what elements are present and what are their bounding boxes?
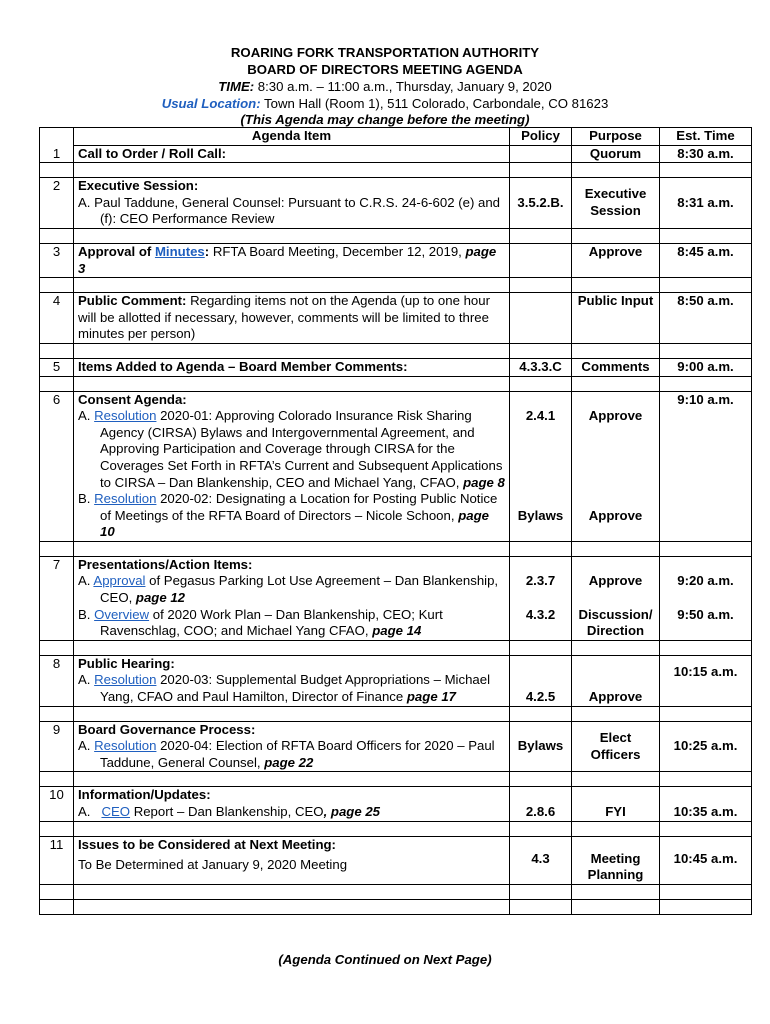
table-row: [40, 243, 752, 277]
spacer-row: [40, 884, 752, 899]
item-policy: [510, 556, 572, 640]
sub-b-policy: Bylaws: [517, 507, 564, 523]
item-body: [74, 655, 510, 706]
page-ref: page 22: [264, 754, 314, 770]
item-body: [74, 293, 510, 344]
table-header-row: [40, 128, 752, 146]
item-number: 9: [40, 721, 74, 772]
item-policy: 3.5.2.B.: [510, 178, 572, 229]
spacer-row: [40, 640, 752, 655]
item-title: Executive Session:: [78, 178, 199, 194]
agenda-table: [39, 127, 752, 915]
spacer-row: [40, 343, 752, 358]
sub-prefix: A.: [78, 738, 95, 754]
sub-text: 2020-03: Supplemental Budget Appropriations – Michael Yang, CFAO and Paul Hamilton, Director of Finance: [100, 672, 491, 705]
item-title-colon: :: [204, 243, 210, 259]
item-purpose: [572, 556, 660, 640]
item-time: 8:30 a.m.: [660, 145, 752, 163]
page-ref: page 10: [100, 507, 489, 540]
policy-value: 4.2.5: [525, 688, 556, 704]
page-ref: page 8: [463, 474, 505, 490]
time-value: 10:45 a.m.: [673, 850, 738, 866]
header-policy: Policy: [510, 128, 572, 146]
item-number: 8: [40, 655, 74, 706]
table-row: [40, 836, 752, 884]
page-ref: page 12: [135, 590, 186, 606]
approval-link[interactable]: Approval: [93, 573, 146, 589]
resolution-2020-02-link[interactable]: Resolution: [94, 491, 157, 507]
item-number: 6: [40, 391, 74, 541]
time-label: TIME:: [218, 79, 255, 94]
item-sub-a: [78, 408, 505, 491]
spacer-row: [40, 376, 752, 391]
spacer-row: [40, 541, 752, 556]
item-policy: [510, 243, 572, 277]
resolution-2020-03-link[interactable]: Resolution: [94, 672, 157, 688]
sub-b-policy: 4.3.2: [525, 606, 556, 622]
item-body: [74, 836, 510, 884]
item-title: Consent Agenda:: [78, 391, 187, 407]
item-body: [74, 787, 510, 821]
item-sub-b: [78, 491, 505, 541]
time-value: 10:35 a.m.: [673, 804, 738, 819]
page-ref: page 17: [406, 689, 456, 705]
item-body: [74, 178, 510, 229]
sub-text: Report – Dan Blankenship, CEO: [130, 804, 324, 819]
policy-value: 2.8.6: [525, 804, 556, 819]
sub-prefix: A.: [78, 408, 95, 424]
spacer-row: [40, 899, 752, 914]
spacer-row: [40, 228, 752, 243]
page-ref: , page 25: [323, 804, 381, 819]
sub-text: of 2020 Work Plan – Dan Blankenship, CEO; Kurt Ravenschlag, COO; and Michael Yang CFAO,: [100, 606, 443, 639]
item-sub-a: [78, 573, 505, 606]
item-number: 7: [40, 556, 74, 640]
item-purpose: Quorum: [572, 145, 660, 163]
sub-b-time: 9:50 a.m.: [677, 606, 734, 622]
item-title: Issues to be Considered at Next Meeting:: [78, 836, 336, 852]
item-purpose: [572, 836, 660, 884]
table-row: [40, 358, 752, 376]
sub-text: 2020-04: Election of RFTA Board Officers for 2020 – Paul Taddune, General Counsel,: [100, 738, 495, 770]
item-time: 9:00 a.m.: [660, 358, 752, 376]
purpose-value: FYI: [605, 804, 626, 819]
item-body: [74, 721, 510, 772]
sub-text: 2020-02: Designating a Location for Posting Public Notice of Meetings of the RFTA Board of Directors – Nicole Schoon,: [100, 491, 498, 523]
page-ref: page 3: [78, 243, 497, 276]
item-title: Board Governance Process:: [78, 721, 256, 737]
item-sub-a: A. Paul Taddune, General Counsel: Pursuant to C.R.S. 24-6-602 (e) and (f): CEO Performance Review: [78, 194, 501, 227]
sub-a-policy: 2.3.7: [525, 573, 556, 589]
page-ref: page 14: [372, 623, 422, 639]
item-purpose: Public Input: [572, 293, 660, 344]
policy-value: 4.3: [531, 850, 550, 866]
purpose-value: Meeting Planning: [587, 850, 644, 883]
table-row: [40, 721, 752, 772]
item-time: [660, 655, 752, 706]
spacer-row: [40, 163, 752, 178]
sub-text: 2020-01: Approving Colorado Insurance Risk Sharing Agency (CIRSA) Bylaws and Intergovernmental Agreement, and Approving Participation and Coverage through CIRSA for the Coverages Set Forth in RFTA’s Current and Subsequent Applications to CIRSA – Dan Blankenship, CEO and Michael Yang, CFAO,: [100, 408, 503, 490]
item-time: 10:25 a.m.: [660, 721, 752, 772]
item-title: Presentations/Action Items:: [78, 556, 253, 572]
resolution-2020-04-link[interactable]: Resolution: [94, 738, 157, 754]
item-title: Information/Updates:: [78, 787, 211, 803]
item-text: RFTA Board Meeting, December 12, 2019,: [209, 243, 466, 259]
item-number: 11: [40, 836, 74, 884]
item-number: 4: [40, 293, 74, 344]
spacer-row: [40, 278, 752, 293]
item-text: Regarding items not on the Agenda (up to one hour will be allotted if necessary, however, comments will be limited to three minutes per person): [78, 293, 490, 342]
item-text: To Be Determined at January 9, 2020 Meeting: [78, 857, 348, 873]
item-policy: [510, 391, 572, 541]
ceo-report-link[interactable]: CEO: [101, 804, 131, 819]
item-sub-b: [78, 607, 505, 640]
purpose-value: Approve: [588, 688, 643, 704]
item-title: Call to Order / Roll Call:: [74, 145, 510, 163]
item-policy: [510, 293, 572, 344]
sub-prefix: A.: [78, 672, 95, 688]
item-time: [660, 556, 752, 640]
location-value: Town Hall (Room 1), 511 Colorado, Carbondale, CO 81623: [260, 96, 609, 111]
item-number: 10: [40, 787, 74, 821]
item-policy: [510, 787, 572, 821]
header-purpose: Purpose: [572, 128, 660, 146]
meeting-time: [0, 79, 770, 96]
item-purpose: [572, 787, 660, 821]
item-purpose: Elect Officers: [572, 721, 660, 772]
header-agenda-item: Agenda Item: [74, 128, 510, 146]
document-title: BOARD OF DIRECTORS MEETING AGENDA: [247, 62, 523, 77]
item-sub-a: [78, 672, 505, 705]
item-time: [660, 836, 752, 884]
item-purpose: Approve: [572, 243, 660, 277]
sub-b-purpose: Approve: [588, 507, 643, 523]
sub-a-policy: 2.4.1: [525, 408, 556, 424]
item-time: [660, 787, 752, 821]
continued-note: (Agenda Continued on Next Page): [278, 952, 492, 967]
item-policy: [510, 836, 572, 884]
header-est-time: Est. Time: [660, 128, 752, 146]
sub-text: of Pegasus Parking Lot Use Agreement – Dan Blankenship, CEO,: [100, 573, 499, 606]
item-number: 3: [40, 243, 74, 277]
table-row: [40, 655, 752, 706]
sub-a-time: 9:20 a.m.: [677, 573, 734, 589]
sub-prefix: B.: [78, 606, 95, 622]
sub-a-purpose: Approve: [588, 573, 643, 589]
item-policy: [510, 145, 572, 163]
sub-a-purpose: Approve: [588, 408, 643, 424]
time-value: 10:15 a.m.: [673, 663, 738, 679]
spacer-row: [40, 821, 752, 836]
org-name: ROARING FORK TRANSPORTATION AUTHORITY: [230, 45, 540, 60]
agenda-notice: (This Agenda may change before the meeting): [240, 112, 530, 127]
table-row: [40, 391, 752, 541]
sub-b-purpose: Discussion/ Direction: [578, 606, 653, 639]
item-purpose: Comments: [572, 358, 660, 376]
table-row: [40, 145, 752, 163]
sub-prefix: A.: [78, 573, 94, 589]
item-time: 8:50 a.m.: [660, 293, 752, 344]
sub-prefix: A.: [78, 804, 102, 819]
spacer-row: [40, 772, 752, 787]
table-row: [40, 293, 752, 344]
item-purpose: [572, 391, 660, 541]
item-title: Approval of: [78, 243, 155, 259]
minutes-link[interactable]: Minutes: [154, 243, 205, 259]
item-body: [74, 243, 510, 277]
time-value: 8:30 a.m. – 11:00 a.m., Thursday, January 9, 2020: [254, 79, 552, 94]
item-time: 8:45 a.m.: [660, 243, 752, 277]
item-purpose: Executive Session: [572, 178, 660, 229]
item-purpose: [572, 655, 660, 706]
item-policy: [510, 655, 572, 706]
item-time: 8:31 a.m.: [660, 178, 752, 229]
item-title: Public Comment:: [78, 293, 187, 309]
table-row: [40, 787, 752, 821]
item-sub-a: [78, 738, 505, 771]
resolution-2020-01-link[interactable]: Resolution: [94, 408, 157, 424]
spacer-row: [40, 706, 752, 721]
overview-link[interactable]: Overview: [94, 606, 150, 622]
location-label: Usual Location:: [161, 96, 261, 111]
table-row: [40, 178, 752, 229]
item-number: 2: [40, 178, 74, 229]
item-title: Public Hearing:: [78, 655, 175, 671]
item-policy: 4.3.3.C: [510, 358, 572, 376]
item-title: Items Added to Agenda – Board Member Comments:: [74, 358, 510, 376]
sub-prefix: B.: [78, 491, 95, 507]
item-body: [74, 391, 510, 541]
item-number: 5: [40, 358, 74, 376]
meeting-location: [0, 96, 770, 113]
item-number: 1: [40, 128, 74, 163]
item-body: [74, 556, 510, 640]
table-row: [40, 556, 752, 640]
item-time: 9:10 a.m.: [660, 391, 752, 541]
item-policy: Bylaws: [510, 721, 572, 772]
